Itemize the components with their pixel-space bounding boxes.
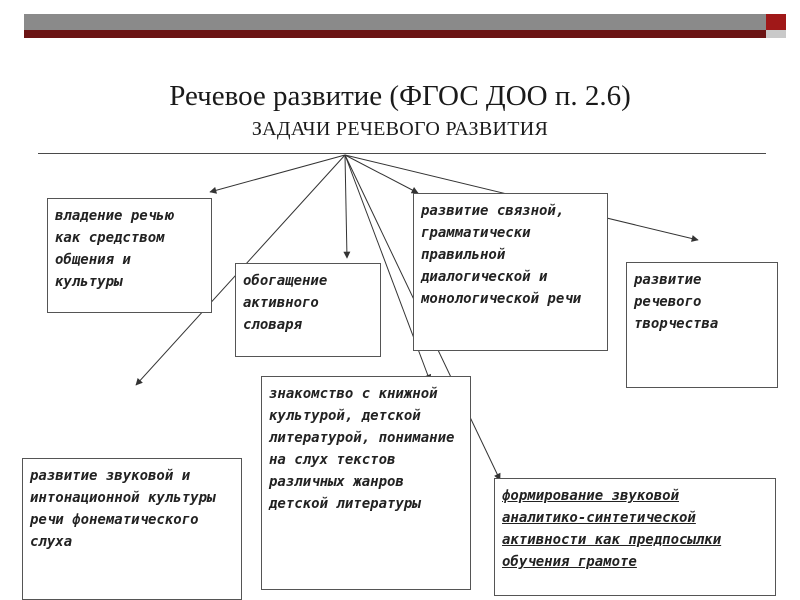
task-box-book-culture: знакомство с книжной культурой, детской литературой, понимание на слух текстов различных жанров детской литературы [261, 376, 471, 590]
arrow-to-mastery [210, 155, 345, 192]
arrow-to-coherent [345, 155, 418, 193]
task-box-literacy: формирование звуковой аналитико-синтетической активности как предпосылки обучения грамоте [494, 478, 776, 596]
task-box-sound-culture: развитие звуковой и интонационной культуры речи фонематического слуха [22, 458, 242, 600]
task-box-mastery: владение речью как средством общения и культуры [47, 198, 212, 313]
arrow-to-vocabulary [345, 155, 347, 258]
slide-subtitle: ЗАДАЧИ РЕЧЕВОГО РАЗВИТИЯ [251, 118, 549, 140]
task-box-coherent-speech: развитие связной, грамматически правильной диалогической и монологической речи [413, 193, 608, 351]
slide-title: Речевое развитие (ФГОС ДОО п. 2.6) [169, 80, 631, 112]
task-box-vocabulary: обогащение активного словаря [235, 263, 381, 357]
task-box-creativity: развитие речевого творчества [626, 262, 778, 388]
